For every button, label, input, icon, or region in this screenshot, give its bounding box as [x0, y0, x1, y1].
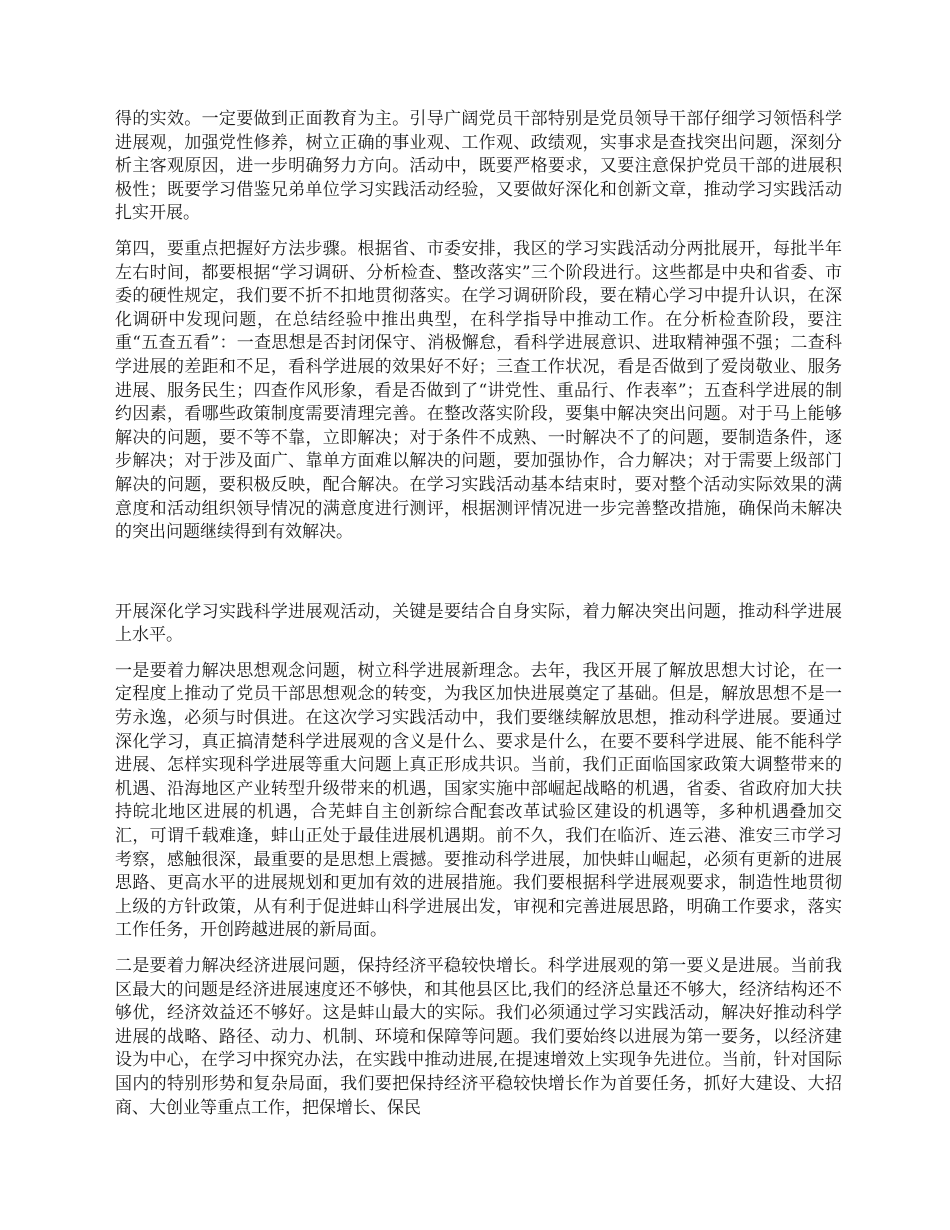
paragraph-key-combine-reality: 开展深化学习实践科学进展观活动，关键是要结合自身实际，着力解决突出问题，推动科学进展上水平。 [115, 601, 842, 646]
paragraph-second-economic-development: 二是要着力解决经济进展问题，保持经济平稳较快增长。科学进展观的第一要义是进展。当前我区最大的问题是经济进展速度还不够快，和其他县区比,我们的经济总量还不够大，经济结构还不够优，经济效益还不够好。这是蚌山最大的实际。我们必须通过学习实践活动，解决好推动科学进展的战略、路径、动力、机制、环境和保障等问题。我们要始终以进展为第一要务，以经济建设为中心，在学习中探究办法，在实践中推动进展,在提速增效上实现争先进位。当前，针对国际国内的特别形势和复杂局面，我们要把保持经济平稳较快增长作为首要任务，抓好大建设、大招商、大创业等重点工作，把保增长、保民 [115, 956, 842, 1118]
paragraph-practical-results: 得的实效。一定要做到正面教育为主。引导广阔党员干部特别是党员领导干部仔细学习领悟科学进展观，加强党性修养，树立正确的事业观、工作观、政绩观，实事求是查找突出问题，深刻分析主客观原因，进一步明确努力方向。活动中，既要严格要求，又要注意保护党员干部的进展积极性；既要学习借鉴兄弟单位学习实践活动经验，又要做好深化和创新文章，推动学习实践活动扎实开展。 [115, 109, 842, 224]
document-page [115, 108, 842, 1132]
section-spacer [115, 557, 842, 601]
paragraph-first-thinking-concepts: 一是要着力解决思想观念问题，树立科学进展新理念。去年，我区开展了解放思想大讨论，在一定程度上推动了党员干部思想观念的转变，为我区加快进展奠定了基础。但是，解放思想不是一劳永逸，必须与时俱进。在这次学习实践活动中，我们要继续解放思想，推动科学进展。要通过深化学习，真正搞清楚科学进展观的含义是什么、要求是什么，在要不要科学进展、能不能科学进展、怎样实现科学进展等重大问题上真正形成共识。当前，我们正面临国家政策大调整带来的机遇、沿海地区产业转型升级带来的机遇，国家实施中部崛起战略的机遇，省委、省政府加大扶持皖北地区进展的机遇，合芜蚌自主创新综合配套改革试验区建设的机遇等，多种机遇叠加交汇，可谓千载难逢，蚌山正处于最佳进展机遇期。前不久，我们在临沂、连云港、淮安三市学习考察，感触很深，最重要的是思想上震撼。要推动科学进展，加快蚌山崛起，必须有更新的进展思路、更高水平的进展规划和更加有效的进展措施。我们要根据科学进展观要求，制造性地贯彻上级的方针政策，从有利于促进蚌山科学进展出发，审视和完善进展思路，明确工作要求，落实工作任务，开创跨越进展的新局面。 [115, 660, 842, 941]
paragraph-fourth-method-steps: 第四，要重点把握好方法步骤。根据省、市委安排，我区的学习实践活动分两批展开，每批半年左右时间，都要根据“学习调研、分析检查、整改落实”三个阶段进行。这些都是中央和省委、市委的硬性规定，我们要不折不扣地贯彻落实。在学习调研阶段，要在精心学习中提升认识，在深化调研中发现问题，在总结经验中推出典型，在科学指导中推动工作。在分析检查阶段，要注重“五查五看”：一查思想是否封闭保守、消极懈怠，看科学进展意识、进取精神强不强；二查科学进展的差距和不足，看科学进展的效果好不好；三查工作状况，看是否做到了爱岗敬业、服务进展、服务民生；四查作风形象，看是否做到了“讲党性、重品行、作表率”；五查科学进展的制约因素，看哪些政策制度需要清理完善。在整改落实阶段，要集中解决突出问题。对于马上能够解决的问题，要不等不靠，立即解决；对于条件不成熟、一时解决不了的问题，要制造条件，逐步解决；对于涉及面广、靠单方面难以解决的问题，要加强协作，合力解决；对于需要上级部门解决的问题，要积极反映，配合解决。在学习实践活动基本结束时，要对整个活动实际效果的满意度和活动组织领导情况的满意度进行测评，根据测评情况进一步完善整改措施，确保尚未解决的突出问题继续得到有效解决。 [115, 238, 842, 543]
